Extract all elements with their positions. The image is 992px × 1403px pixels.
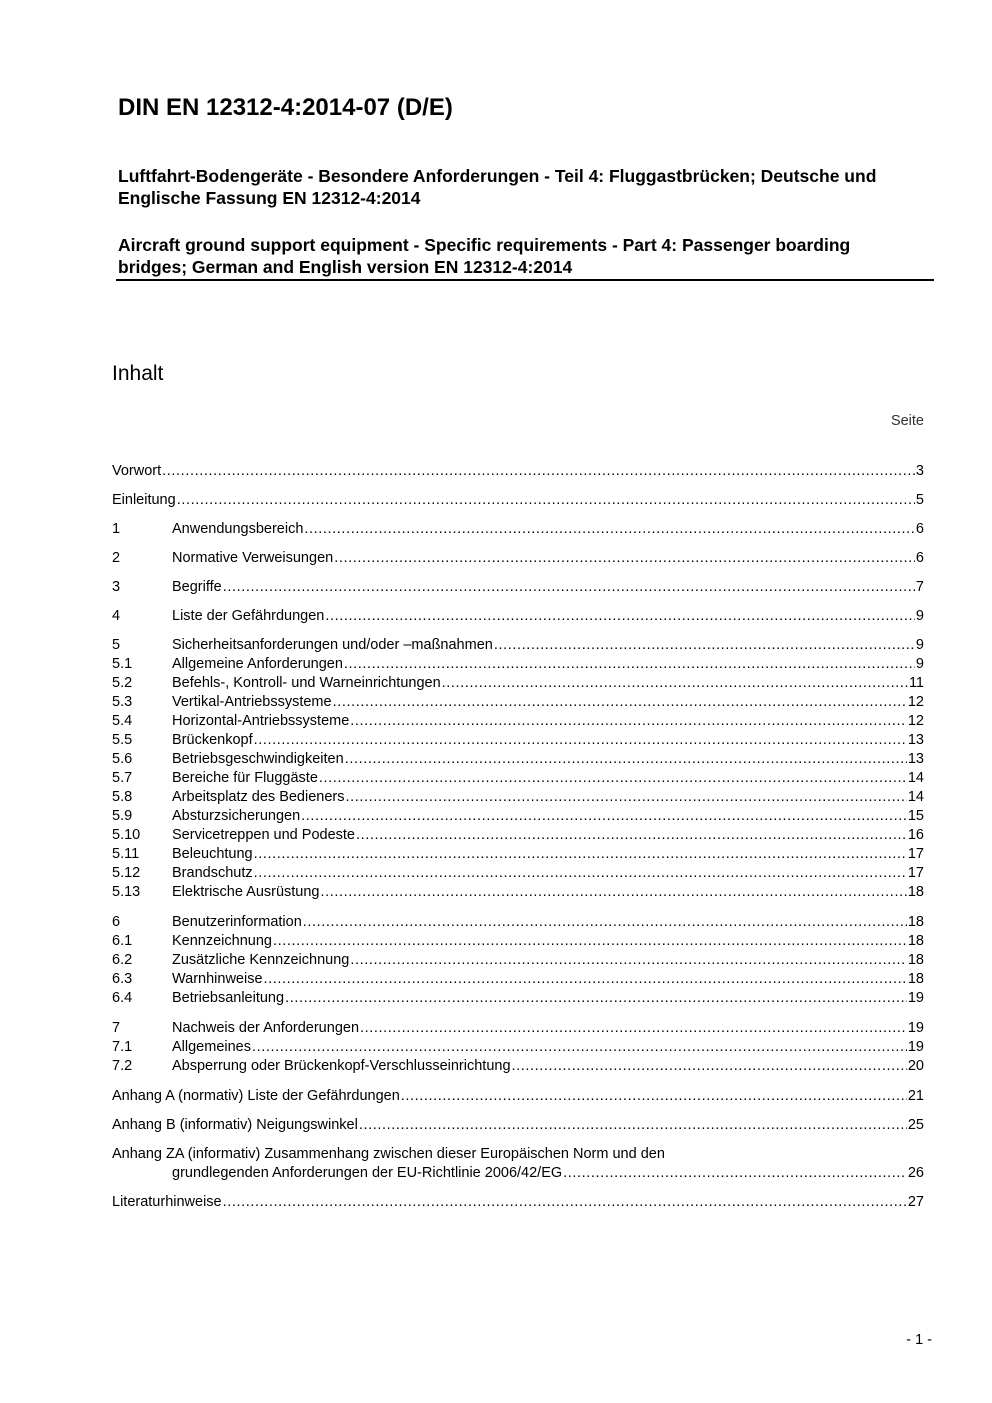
toc-entry-number: 5.3 bbox=[112, 694, 133, 710]
toc-entry[interactable] bbox=[112, 636, 924, 655]
toc-entry-page: 19 bbox=[907, 1020, 924, 1036]
toc-leader-dots bbox=[301, 807, 907, 826]
toc-entry-label: Brückenkopf bbox=[172, 732, 253, 748]
subtitle-german: Luftfahrt-Bodengeräte - Besondere Anforderungen - Teil 4: Fluggastbrücken; Deutsche und Englische Fassung EN 12312-4:2014 bbox=[118, 166, 877, 208]
toc-entry-label: Vorwort bbox=[112, 463, 162, 479]
toc-entry-page: 12 bbox=[907, 694, 924, 710]
toc-leader-dots bbox=[285, 989, 907, 1008]
toc-entry[interactable] bbox=[112, 674, 924, 693]
toc-entry-number: 5.7 bbox=[112, 770, 133, 786]
toc-entry-page: 9 bbox=[915, 637, 924, 653]
toc-entry[interactable] bbox=[112, 769, 924, 788]
toc-entry-page: 18 bbox=[907, 884, 924, 900]
toc-leader-dots bbox=[494, 636, 915, 655]
toc-leader-dots bbox=[177, 491, 915, 510]
toc-entry-label: Absperrung oder Brückenkopf-Verschlusseinrichtung bbox=[172, 1058, 511, 1074]
toc-entry-page: 3 bbox=[915, 463, 924, 479]
toc-entry-number: 5.10 bbox=[112, 827, 141, 843]
toc-entry[interactable] bbox=[112, 578, 924, 597]
toc-entry-page: 26 bbox=[907, 1165, 924, 1181]
toc-entry-label: Anhang B (informativ) Neigungswinkel bbox=[112, 1117, 358, 1133]
toc-entry-label: Brandschutz bbox=[172, 865, 253, 881]
toc-entry-number: 7.1 bbox=[112, 1039, 133, 1055]
toc-entry-page: 18 bbox=[907, 933, 924, 949]
toc-leader-dots bbox=[264, 970, 907, 989]
toc-entry-label: Allgemeine Anforderungen bbox=[172, 656, 343, 672]
toc-leader-dots bbox=[563, 1164, 907, 1183]
contents-heading: Inhalt bbox=[112, 362, 164, 385]
toc-entry[interactable] bbox=[112, 864, 924, 883]
toc-entry-label-continued: grundlegenden Anforderungen der EU-Richtlinie 2006/42/EG bbox=[172, 1165, 563, 1181]
toc-entry-page: 18 bbox=[907, 971, 924, 987]
toc-entry[interactable] bbox=[112, 845, 924, 864]
toc-entry-label: Allgemeines bbox=[172, 1039, 251, 1055]
toc-entry-page: 17 bbox=[907, 846, 924, 862]
toc-entry-number: 5.8 bbox=[112, 789, 133, 805]
toc-entry[interactable] bbox=[112, 1057, 924, 1076]
toc-entry[interactable] bbox=[112, 826, 924, 845]
toc-leader-dots bbox=[223, 1193, 907, 1212]
toc-entry[interactable] bbox=[112, 462, 924, 481]
toc-leader-dots bbox=[254, 845, 907, 864]
toc-entry-number: 7.2 bbox=[112, 1058, 133, 1074]
toc-entry-page: 13 bbox=[907, 732, 924, 748]
toc-entry-number: 7 bbox=[112, 1020, 121, 1036]
toc-entry[interactable] bbox=[112, 1145, 924, 1183]
toc-leader-dots bbox=[273, 932, 907, 951]
toc-entry-page: 6 bbox=[915, 550, 924, 566]
toc-entry-number: 4 bbox=[112, 608, 121, 624]
toc-entry[interactable] bbox=[112, 731, 924, 750]
toc-entry[interactable] bbox=[112, 655, 924, 674]
toc-entry[interactable] bbox=[112, 1019, 924, 1038]
toc-entry[interactable] bbox=[112, 807, 924, 826]
toc-entry[interactable] bbox=[112, 970, 924, 989]
toc-entry-number: 5.12 bbox=[112, 865, 141, 881]
title-underline bbox=[116, 279, 934, 281]
toc-leader-dots bbox=[254, 864, 907, 883]
toc-entry[interactable] bbox=[112, 1038, 924, 1057]
toc-entry[interactable] bbox=[112, 1087, 924, 1106]
toc-entry-label: Absturzsicherungen bbox=[172, 808, 301, 824]
toc-entry-label: Normative Verweisungen bbox=[172, 550, 334, 566]
toc-leader-dots bbox=[334, 549, 915, 568]
toc-entry-label: Kennzeichnung bbox=[172, 933, 272, 949]
toc-entry-label: Servicetreppen und Podeste bbox=[172, 827, 355, 843]
toc-entry-page: 16 bbox=[907, 827, 924, 843]
toc-entry-number: 5 bbox=[112, 637, 121, 653]
toc-entry-page: 5 bbox=[915, 492, 924, 508]
toc-entry[interactable] bbox=[112, 1116, 924, 1135]
toc-entry-number: 6.1 bbox=[112, 933, 133, 949]
toc-leader-dots bbox=[359, 1116, 907, 1135]
toc-entry-label: Beleuchtung bbox=[172, 846, 253, 862]
toc-entry[interactable] bbox=[112, 913, 924, 932]
toc-entry-page: 7 bbox=[915, 579, 924, 595]
toc-entry-page: 20 bbox=[907, 1058, 924, 1074]
toc-leader-dots bbox=[442, 674, 908, 693]
toc-entry-number: 2 bbox=[112, 550, 121, 566]
toc-entry-label: Warnhinweise bbox=[172, 971, 263, 987]
toc-entry-page: 6 bbox=[915, 521, 924, 537]
toc-leader-dots bbox=[304, 520, 915, 539]
toc-entry-label: Befehls-, Kontroll- und Warneinrichtungen bbox=[172, 675, 441, 691]
toc-leader-dots bbox=[321, 883, 907, 902]
toc-entry[interactable] bbox=[112, 549, 924, 568]
toc-leader-dots bbox=[223, 578, 915, 597]
toc-entry[interactable] bbox=[112, 883, 924, 902]
toc-entry-label: Elektrische Ausrüstung bbox=[172, 884, 320, 900]
toc-entry-page: 19 bbox=[907, 990, 924, 1006]
toc-entry-label: Einleitung bbox=[112, 492, 176, 508]
toc-entry-number: 6.4 bbox=[112, 990, 133, 1006]
toc-entry[interactable] bbox=[112, 750, 924, 769]
document-title: DIN EN 12312-4:2014-07 (D/E) bbox=[118, 94, 453, 121]
toc-entry-number: 5.2 bbox=[112, 675, 133, 691]
toc-entry-page: 18 bbox=[907, 914, 924, 930]
toc-entry[interactable] bbox=[112, 693, 924, 712]
toc-entry-number: 5.6 bbox=[112, 751, 133, 767]
toc-leader-dots bbox=[344, 655, 915, 674]
toc-entry-page: 11 bbox=[908, 675, 924, 691]
toc-entry-label: Bereiche für Fluggäste bbox=[172, 770, 318, 786]
toc-entry-page: 27 bbox=[907, 1194, 924, 1210]
toc-entry[interactable] bbox=[112, 712, 924, 731]
toc-entry-label: Horizontal-Antriebssysteme bbox=[172, 713, 350, 729]
toc-entry-number: 5.11 bbox=[112, 846, 140, 862]
toc-entry-label: Anhang ZA (informativ) Zusammenhang zwischen dieser Europäischen Norm und den bbox=[112, 1146, 665, 1162]
toc-entry-page: 17 bbox=[907, 865, 924, 881]
toc-entry-label: Liste der Gefährdungen bbox=[172, 608, 325, 624]
toc-entry-page: 21 bbox=[907, 1088, 924, 1104]
toc-entry-label: Anhang A (normativ) Liste der Gefährdungen bbox=[112, 1088, 400, 1104]
toc-entry-number: 5.4 bbox=[112, 713, 133, 729]
page-number: - 1 - bbox=[906, 1332, 932, 1348]
toc-leader-dots bbox=[512, 1057, 907, 1076]
toc-entry-label: Arbeitsplatz des Bedieners bbox=[172, 789, 345, 805]
toc-entry[interactable] bbox=[112, 1193, 924, 1212]
toc-entry[interactable] bbox=[112, 951, 924, 970]
toc-leader-dots bbox=[350, 712, 907, 731]
toc-entry-label: Vertikal-Antriebssysteme bbox=[172, 694, 332, 710]
toc-entry[interactable] bbox=[112, 607, 924, 626]
toc-entry-page: 14 bbox=[907, 789, 924, 805]
toc-entry-label: Betriebsanleitung bbox=[172, 990, 285, 1006]
toc-entry-page: 19 bbox=[907, 1039, 924, 1055]
toc-entry-number: 6.3 bbox=[112, 971, 133, 987]
toc-leader-dots bbox=[254, 731, 907, 750]
toc-leader-dots bbox=[303, 913, 907, 932]
toc-entry-number: 3 bbox=[112, 579, 121, 595]
toc-entry-label: Begriffe bbox=[172, 579, 222, 595]
toc-entry-page: 13 bbox=[907, 751, 924, 767]
toc-leader-dots bbox=[346, 788, 907, 807]
toc-entry-page: 9 bbox=[915, 656, 924, 672]
toc-entry[interactable] bbox=[112, 788, 924, 807]
toc-entry-label: Anwendungsbereich bbox=[172, 521, 304, 537]
toc-entry-page: 15 bbox=[907, 808, 924, 824]
toc-leader-dots bbox=[333, 693, 907, 712]
toc-entry-page: 9 bbox=[915, 608, 924, 624]
toc-entry[interactable] bbox=[112, 491, 924, 510]
toc-entry[interactable] bbox=[112, 520, 924, 539]
subtitle-english: Aircraft ground support equipment - Specific requirements - Part 4: Passenger boarding bridges; German and English version EN 12312-4:2014 bbox=[118, 235, 851, 277]
toc-entry-label: Benutzerinformation bbox=[172, 914, 302, 930]
toc-entry-number: 5.13 bbox=[112, 884, 141, 900]
toc-entry-number: 1 bbox=[112, 521, 121, 537]
toc-entry[interactable] bbox=[112, 989, 924, 1008]
toc-entry-label: Nachweis der Anforderungen bbox=[172, 1020, 360, 1036]
toc-entry[interactable] bbox=[112, 932, 924, 951]
toc-leader-dots bbox=[360, 1019, 907, 1038]
toc-entry-number: 5.9 bbox=[112, 808, 133, 824]
toc-entry-number: 5.5 bbox=[112, 732, 133, 748]
toc-entry-number: 6.2 bbox=[112, 952, 133, 968]
toc-leader-dots bbox=[325, 607, 915, 626]
toc-entry-page: 12 bbox=[907, 713, 924, 729]
toc-leader-dots bbox=[345, 750, 907, 769]
toc-leader-dots bbox=[401, 1087, 907, 1106]
toc-entry-page: 18 bbox=[907, 952, 924, 968]
toc-leader-dots bbox=[162, 462, 915, 481]
toc-entry-label: Zusätzliche Kennzeichnung bbox=[172, 952, 350, 968]
toc-entry-page: 25 bbox=[907, 1117, 924, 1133]
toc-entry-number: 6 bbox=[112, 914, 121, 930]
toc-entry-page: 14 bbox=[907, 770, 924, 786]
toc-entry-label: Literaturhinweise bbox=[112, 1194, 222, 1210]
page-column-label: Seite bbox=[890, 413, 924, 429]
toc-entry-label: Sicherheitsanforderungen und/oder –maßnahmen bbox=[172, 637, 493, 653]
toc-entry-label: Betriebsgeschwindigkeiten bbox=[172, 751, 344, 767]
toc-entry-number: 5.1 bbox=[112, 656, 133, 672]
toc-leader-dots bbox=[350, 951, 907, 970]
toc-leader-dots bbox=[319, 769, 907, 788]
toc-leader-dots bbox=[356, 826, 907, 845]
toc-leader-dots bbox=[252, 1038, 907, 1057]
